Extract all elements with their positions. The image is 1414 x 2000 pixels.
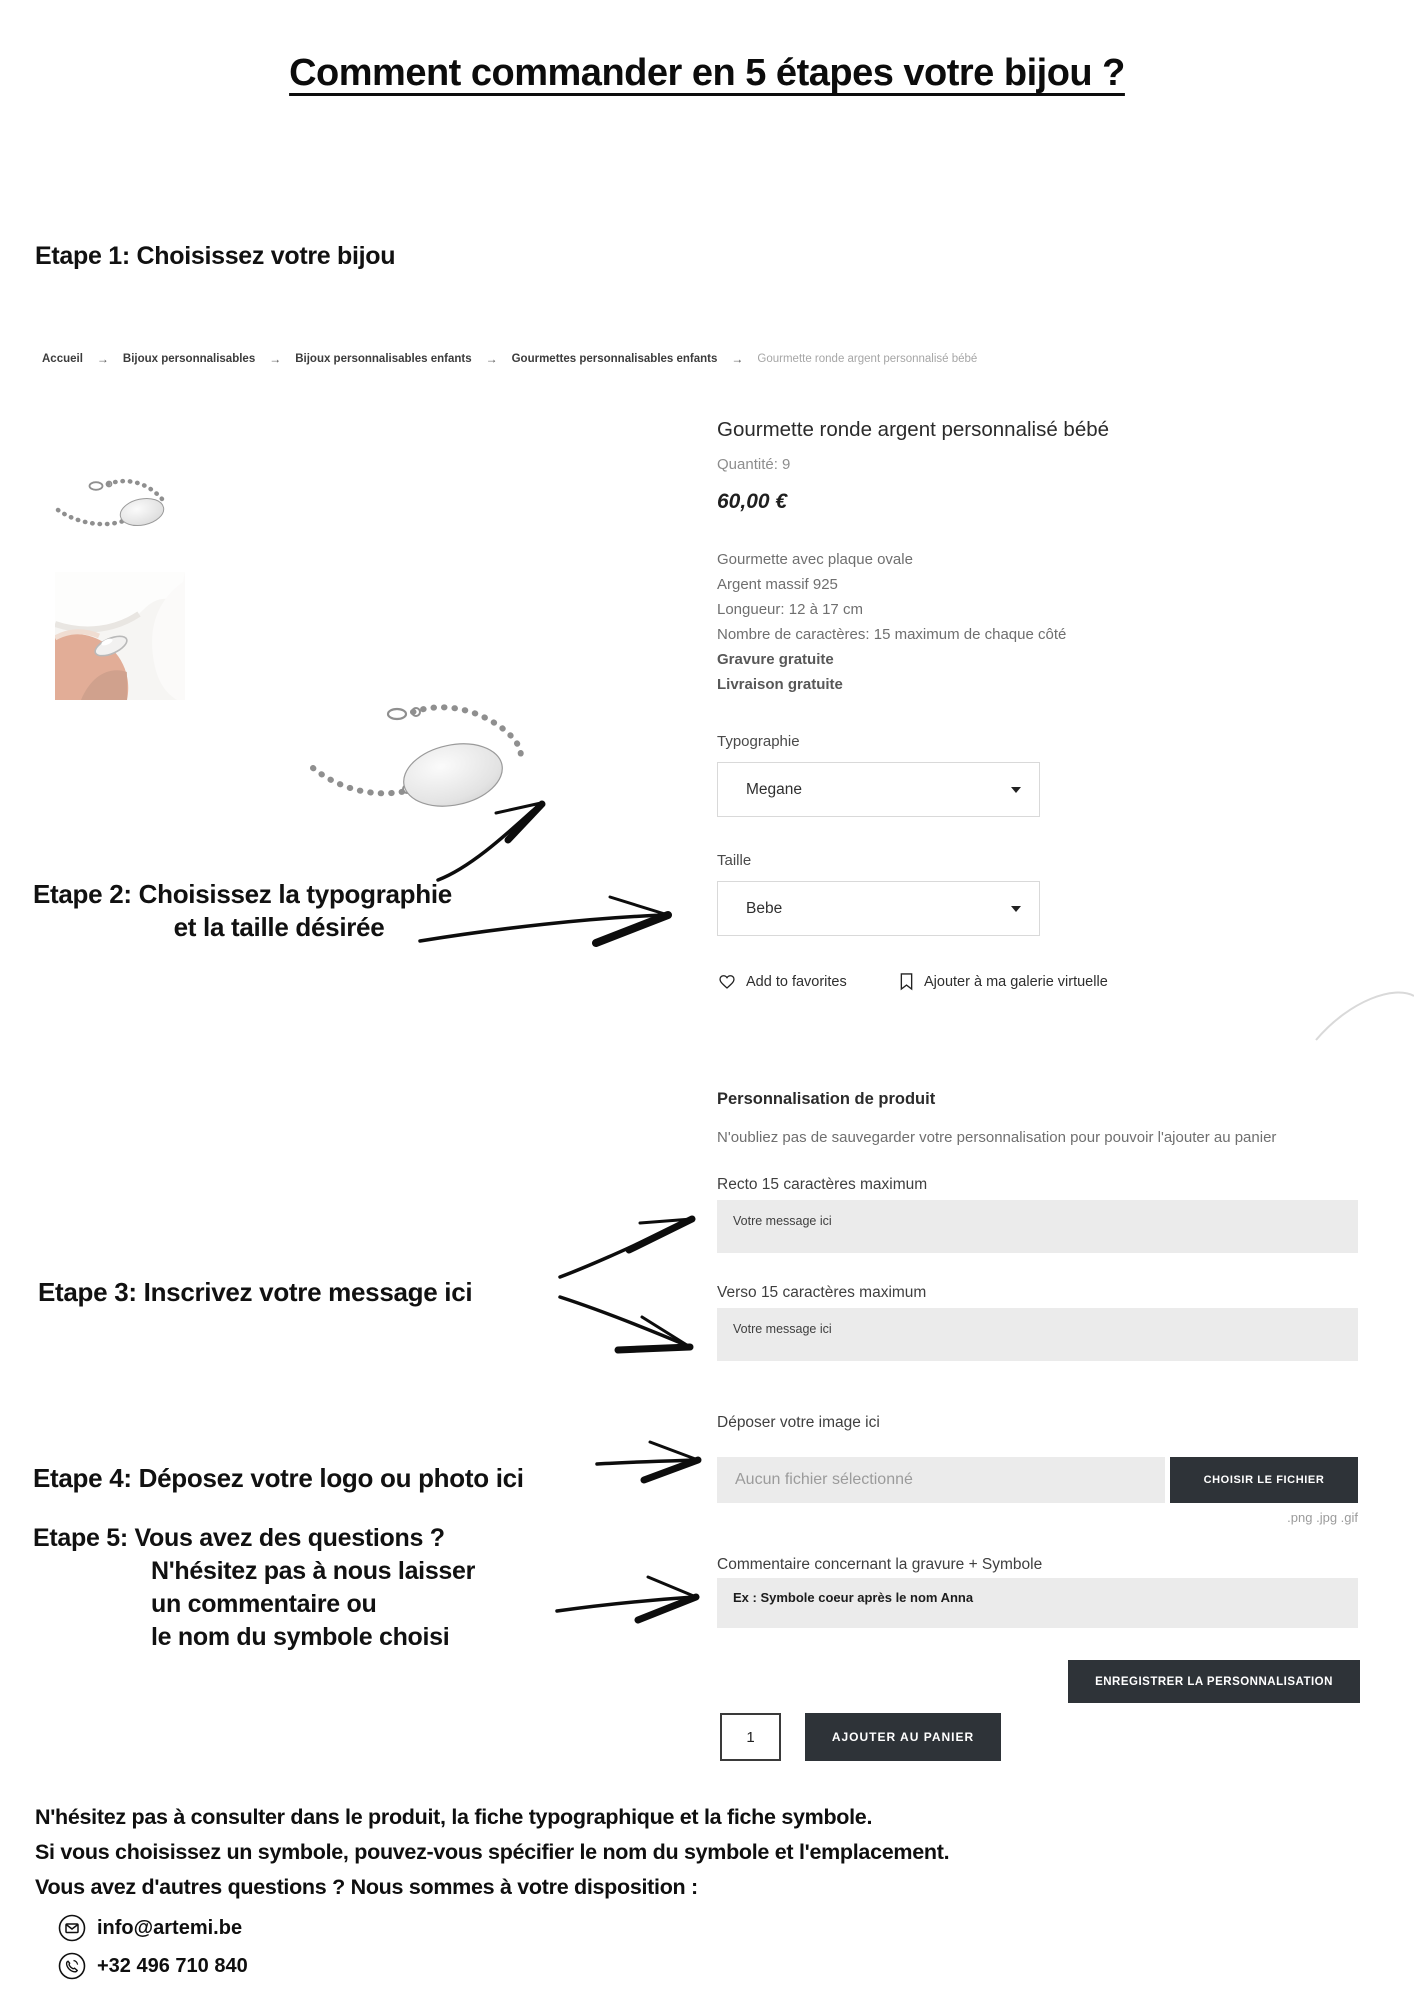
step5-line1: Etape 5: Vous avez des questions ? [33,1524,445,1552]
email-icon [58,1914,86,1942]
typography-label: Typographie [717,733,800,750]
breadcrumb-home[interactable]: Accueil [42,353,83,365]
breadcrumb [42,352,977,366]
step5-line4: le nom du symbole choisi [151,1623,450,1651]
description-line: Argent massif 925 [717,576,838,593]
phone-icon [58,1952,86,1980]
step3-annotation: Etape 3: Inscrivez votre message ici [38,1277,473,1307]
add-to-favorites-label: Add to favorites [746,973,847,990]
typography-select[interactable] [717,762,1040,817]
arrow-to-comment-input [557,1577,696,1620]
choose-file-button[interactable]: CHOISIR LE FICHIER [1170,1457,1358,1503]
decorative-curve [1316,993,1414,1040]
step5-line3: un commentaire ou [151,1590,377,1618]
add-to-gallery-button[interactable] [898,972,1108,991]
breadcrumb-bijoux-personnalisables[interactable]: Bijoux personnalisables [122,353,256,365]
breadcrumb-gourmettes-enfants[interactable]: Gourmettes personnalisables enfants [511,353,718,365]
breadcrumb-arrow-icon: → [485,352,498,366]
arrow-to-recto-input [560,1219,692,1277]
step4-annotation: Etape 4: Déposez votre logo ou photo ici [33,1463,524,1493]
description-line: Longueur: 12 à 17 cm [717,601,863,618]
recto-message-input[interactable] [717,1200,1358,1253]
breadcrumb-current-page: Gourmette ronde argent personnalisé bébé [757,353,978,365]
add-to-gallery-label: Ajouter à ma galerie virtuelle [924,973,1108,990]
contact-email[interactable] [58,1914,949,1942]
upload-label: Déposer votre image ici [717,1414,880,1431]
recto-label: Recto 15 caractères maximum [717,1176,928,1193]
arrow-to-verso-input [560,1297,690,1350]
footer-line3: Vous avez d'autres questions ? Nous sommes à votre disposition : [35,1875,698,1899]
breadcrumb-arrow-icon: → [731,352,744,366]
product-thumbnail-bracelet[interactable] [50,462,190,550]
size-label: Taille [717,852,752,869]
step2-line1: Etape 2: Choisissez la typographie [33,879,452,909]
arrow-to-upload-field [597,1442,698,1480]
product-thumbnail-baby-photo[interactable] [55,572,185,700]
product-quantity-line: Quantité: 9 [717,456,791,473]
footer-line2: Si vous choisissez un symbole, pouvez-vous spécifier le nom du symbole et l'emplacement. [35,1840,950,1864]
typography-select-value: Megane [746,780,803,798]
size-select[interactable] [717,881,1040,936]
caret-down-icon [1011,787,1021,793]
heart-icon [717,972,737,991]
add-to-cart-button[interactable]: AJOUTER AU PANIER [805,1713,1001,1761]
save-personalization-button[interactable]: ENREGISTRER LA PERSONNALISATION [1068,1660,1360,1703]
personalization-title: Personnalisation de produit [717,1090,936,1108]
email-address[interactable]: info@artemi.be [97,1916,243,1939]
description-line: Nombre de caractères: 15 maximum de chaque côté [717,626,1067,643]
size-select-value: Bebe [746,899,783,917]
verso-label: Verso 15 caractères maximum [717,1284,927,1301]
step1-annotation: Etape 1: Choisissez votre bijou [35,242,396,270]
product-title: Gourmette ronde argent personnalisé bébé [717,418,1110,441]
phone-number[interactable]: +32 496 710 840 [97,1954,248,1977]
footer-line1: N'hésitez pas à consulter dans le produit, la fiche typographique et la fiche symbole. [35,1805,873,1829]
breadcrumb-bijoux-enfants[interactable]: Bijoux personnalisables enfants [295,353,472,365]
step5-line2: N'hésitez pas à nous laisser [151,1557,476,1585]
description-line: Gourmette avec plaque ovale [717,551,913,568]
description-line-shipping-free: Livraison gratuite [717,676,843,693]
step2-line2: et la taille désirée [173,912,385,942]
step5-annotation [33,1522,475,1654]
add-to-favorites-button[interactable] [717,972,847,991]
product-image-main[interactable] [295,672,585,852]
breadcrumb-arrow-icon: → [96,352,109,366]
quantity-input[interactable] [720,1713,781,1761]
product-description [717,547,1066,697]
verso-message-input[interactable] [717,1308,1358,1361]
description-line-engraving-free: Gravure gratuite [717,651,834,668]
contact-phone[interactable] [58,1952,949,1980]
upload-filename-field: Aucun fichier sélectionné [717,1457,1165,1503]
comment-label: Commentaire concernant la gravure + Symbole [717,1556,1043,1573]
caret-down-icon [1011,906,1021,912]
personalization-subtitle: N'oubliez pas de sauvegarder votre personnalisation pour pouvoir l'ajouter au panier [717,1129,1277,1146]
bookmark-icon [898,972,915,991]
product-price: 60,00 € [717,490,788,513]
breadcrumb-arrow-icon: → [269,352,282,366]
upload-formats: .png .jpg .gif [1287,1510,1358,1525]
page-title: Comment commander en 5 étapes votre bijou ? [289,52,1125,94]
comment-input[interactable] [717,1578,1358,1628]
footer-help [35,1800,949,1980]
step2-annotation [33,878,525,944]
